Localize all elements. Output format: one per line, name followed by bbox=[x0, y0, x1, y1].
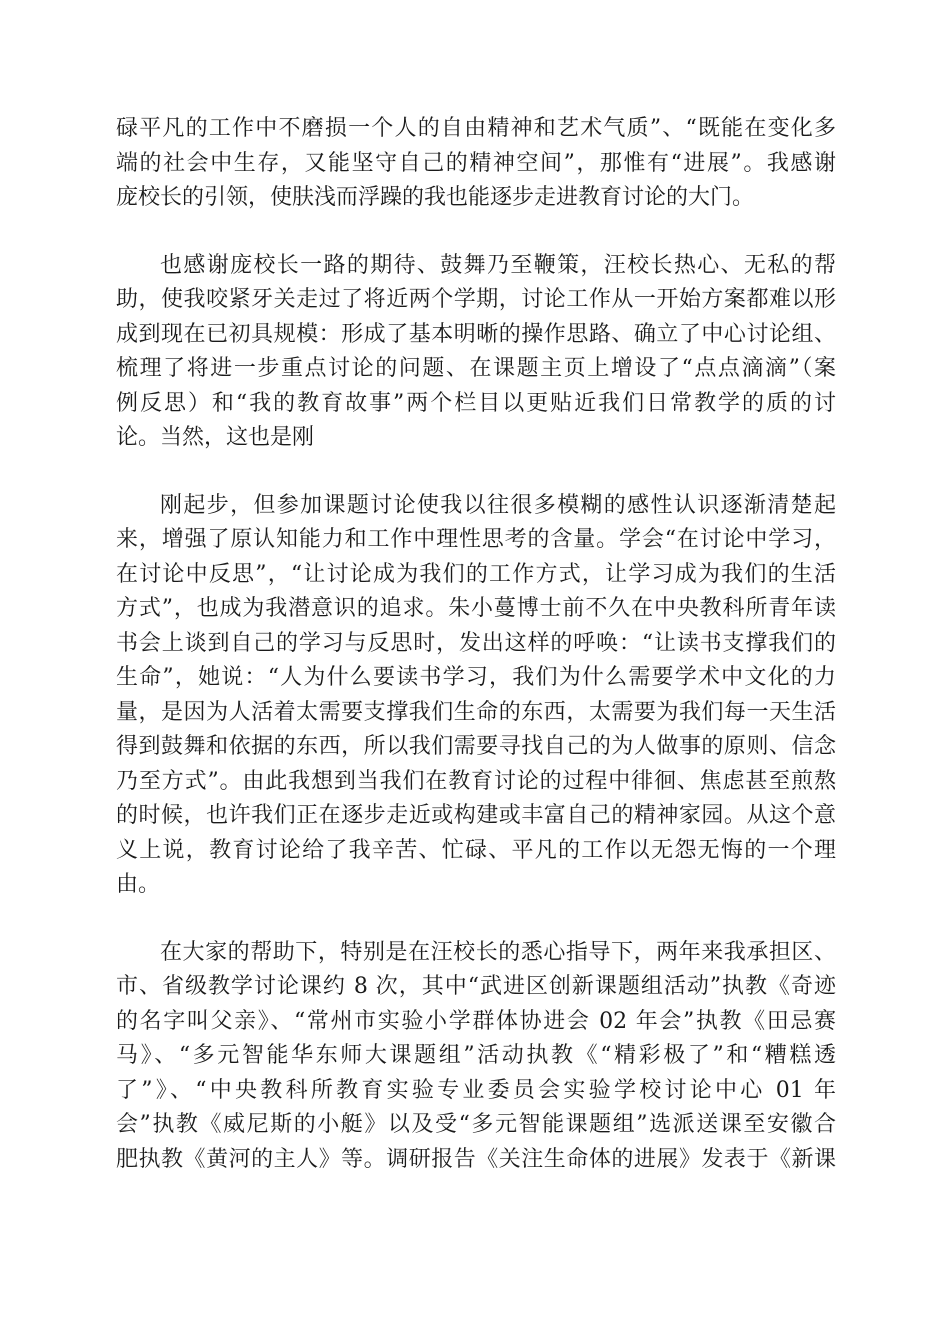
text-line: 方式”，也成为我潜意识的追求。朱小蔓博士前不久在中央教科所青年读 bbox=[116, 596, 836, 621]
text-line: 市、省级教学讨论课约 8 次，其中“武进区创新课题组活动”执教《奇迹 bbox=[116, 974, 836, 999]
text-line: 肥执教《黄河的主人》等。调研报告《关注生命体的进展》发表于《新课 bbox=[116, 1146, 836, 1172]
paragraph bbox=[116, 936, 836, 1178]
text-line: 也感谢庞校长一路的期待、鼓舞乃至鞭策，汪校长热心、无私的帮 bbox=[160, 252, 836, 278]
document-body bbox=[116, 112, 836, 1177]
text-line: 碌平凡的工作中不磨损一个人的自由精神和艺术气质”、“既能在变化多 bbox=[116, 116, 836, 141]
text-line: 论。当然，这也是刚 bbox=[116, 425, 315, 450]
text-line: 生命”，她说：“人为什么要读书学习，我们为什么需要学术中文化的力 bbox=[116, 665, 836, 690]
text-line: 乃至方式”。由此我想到当我们在教育讨论的过程中徘徊、焦虑甚至煎熬 bbox=[116, 768, 836, 794]
paragraph bbox=[116, 112, 836, 216]
text-line: 刚起步，但参加课题讨论使我以往很多模糊的感性认识逐渐清楚起 bbox=[160, 492, 836, 518]
text-line: 书会上谈到自己的学习与反思时，发出这样的呼唤：“让读书支撑我们的 bbox=[116, 630, 836, 656]
text-line: 梳理了将进一步重点讨论的问题、在课题主页上增设了“点点滴滴”（案 bbox=[116, 356, 836, 381]
text-line: 成到现在已初具规模：形成了基本明晰的操作思路、确立了中心讨论组、 bbox=[116, 321, 836, 347]
paragraph-spacer bbox=[116, 216, 836, 249]
text-line: 得到鼓舞和依据的东西，所以我们需要寻找自己的为人做事的原则、信念 bbox=[116, 734, 836, 759]
text-line: 例反思）和“我的教育故事”两个栏目以更贴近我们日常教学的质的讨 bbox=[116, 390, 836, 416]
text-line: 义上说，教育讨论给了我辛苦、忙碌、平凡的工作以无怨无悔的一个理 bbox=[116, 837, 836, 863]
text-line: 的名字叫父亲》、“常州市实验小学群体协进会 02 年会”执教《田忌赛 bbox=[116, 1008, 836, 1034]
text-line: 了”》、“中央教科所教育实验专业委员会实验学校讨论中心 01 年 bbox=[116, 1077, 836, 1103]
text-line: 助，使我咬紧牙关走过了将近两个学期，讨论工作从一开始方案都难以形 bbox=[116, 287, 836, 312]
text-line: 来，增强了原认知能力和工作中理性思考的含量。学会“在讨论中学习， bbox=[116, 527, 836, 552]
text-line: 庞校长的引领，使肤浅而浮躁的我也能逐步走进教育讨论的大门。 bbox=[116, 185, 755, 210]
text-line: 在讨论中反思”，“让讨论成为我们的工作方式，让学习成为我们的生活 bbox=[116, 561, 836, 587]
text-line: 的时候，也许我们正在逐步走近或构建或丰富自己的精神家园。从这个意 bbox=[116, 803, 836, 828]
text-line: 由。 bbox=[116, 872, 161, 897]
text-line: 在大家的帮助下，特别是在汪校长的悉心指导下，两年来我承担区、 bbox=[160, 939, 836, 965]
paragraph bbox=[116, 489, 836, 903]
paragraph-spacer bbox=[116, 456, 836, 489]
text-line: 端的社会中生存，又能坚守自己的精神空间”，那惟有“进展”。我感谢 bbox=[116, 150, 836, 176]
text-line: 会”执教《威尼斯的小艇》以及受“多元智能课题组”选派送课至安徽合 bbox=[116, 1112, 836, 1137]
text-line: 量，是因为人活着太需要支撑我们生命的东西，太需要为我们每一天生活 bbox=[116, 699, 836, 725]
paragraph-spacer bbox=[116, 903, 836, 936]
text-line: 马》、“多元智能华东师大课题组”活动执教《“精彩极了”和“糟糕透 bbox=[116, 1043, 836, 1068]
paragraph bbox=[116, 249, 836, 456]
